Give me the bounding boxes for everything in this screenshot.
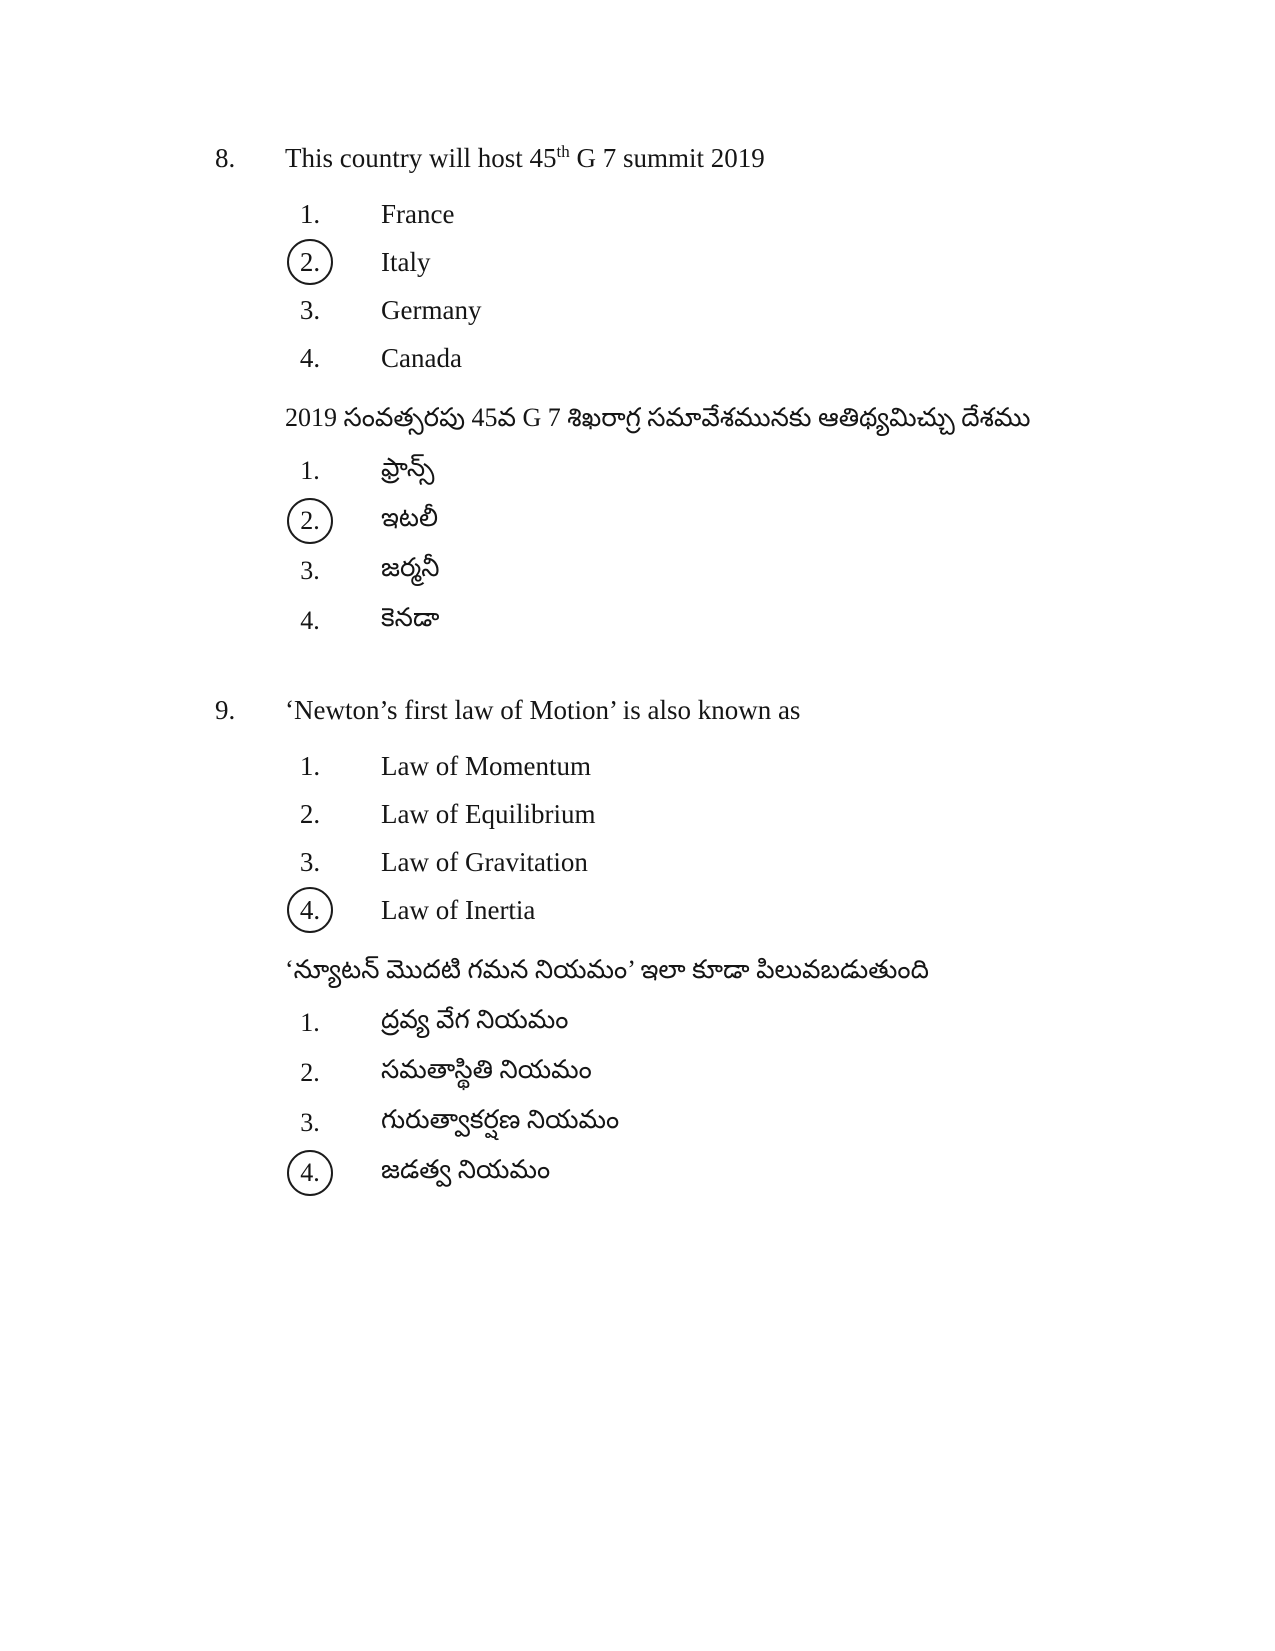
question-number: 9. <box>215 695 236 725</box>
option-row <box>287 546 1215 596</box>
option-label: Law of Momentum <box>381 750 591 781</box>
option-number: 1. <box>300 1008 320 1037</box>
option-row <box>287 790 1215 838</box>
option-label: Italy <box>381 246 431 277</box>
option-row <box>287 742 1215 790</box>
question-text-telugu: ‘న్యూటన్ మొదటి గమన నియమం’ ఇలా కూడా పిలువబడుతుంది <box>285 955 929 984</box>
option-row <box>287 886 1215 934</box>
option-row <box>287 496 1215 546</box>
option-label: Germany <box>381 294 482 325</box>
option-number: 1. <box>300 456 320 485</box>
option-row <box>287 334 1215 382</box>
question-title-row-telugu <box>215 398 1215 438</box>
option-row <box>287 446 1215 496</box>
option-label: Law of Inertia <box>381 894 536 925</box>
option-row <box>287 1098 1215 1148</box>
option-label: Canada <box>381 342 462 373</box>
option-number: 4. <box>299 342 321 373</box>
option-number: 3. <box>300 556 320 585</box>
option-number-answer-circle: 2. <box>287 239 333 285</box>
option-label: జడత్వ నియమం <box>381 1155 551 1184</box>
question-number: 8. <box>215 143 236 173</box>
question-text <box>285 692 800 728</box>
option-label: ఇటలీ <box>381 503 439 532</box>
option-number: 3. <box>299 294 321 325</box>
question-title-row <box>215 140 1215 176</box>
question-number-spacer <box>215 398 285 438</box>
option-number: 3. <box>300 1108 320 1137</box>
option-number: 3. <box>299 846 321 877</box>
question-text-suffix: G 7 summit 2019 <box>569 143 765 173</box>
question-block-8 <box>215 140 1215 646</box>
option-number: 1. <box>299 750 321 781</box>
option-label: సమతాస్థితి నియమం <box>381 1055 592 1084</box>
option-row <box>287 238 1215 286</box>
option-row <box>287 190 1215 238</box>
options-list-english <box>215 742 1215 934</box>
option-label: ఫ్రాన్స్ <box>381 453 435 482</box>
option-label: France <box>381 198 455 229</box>
option-row <box>287 838 1215 886</box>
question-block-9 <box>215 692 1215 1198</box>
option-row <box>287 596 1215 646</box>
option-row <box>287 286 1215 334</box>
option-number-answer-circle: 4. <box>287 1150 333 1196</box>
option-row <box>287 998 1215 1048</box>
options-list-telugu <box>215 998 1215 1198</box>
option-label: ద్రవ్య వేగ నియమం <box>381 1005 569 1034</box>
options-list-telugu <box>215 446 1215 646</box>
option-row <box>287 1148 1215 1198</box>
question-title-row <box>215 692 1215 728</box>
question-text-superscript: th <box>556 142 570 161</box>
option-number: 4. <box>300 606 320 635</box>
question-text-telugu: 2019 సంవత్సరపు 45వ G 7 శిఖరాగ్ర సమావేశమునకు ఆతిథ్యమిచ్చు దేశము <box>285 403 1031 432</box>
question-text-prefix: ‘Newton’s first law of Motion’ is also known as <box>285 695 801 725</box>
option-label: కెనడా <box>381 603 440 632</box>
option-label: గురుత్వాకర్షణ నియమం <box>381 1105 620 1134</box>
option-number: 2. <box>299 798 321 829</box>
option-label: Law of Equilibrium <box>381 798 596 829</box>
question-text <box>285 140 765 176</box>
options-list-english <box>215 190 1215 382</box>
question-text-prefix: This country will host 45 <box>285 143 557 173</box>
option-number-answer-circle: 2. <box>287 498 333 544</box>
option-label: Law of Gravitation <box>381 846 588 877</box>
option-row <box>287 1048 1215 1098</box>
option-number: 1. <box>299 198 321 229</box>
option-number: 2. <box>300 1058 320 1087</box>
question-number-spacer <box>215 950 285 990</box>
question-title-row-telugu <box>215 950 1215 990</box>
option-label: జర్మనీ <box>381 553 440 582</box>
option-number-answer-circle: 4. <box>287 887 333 933</box>
